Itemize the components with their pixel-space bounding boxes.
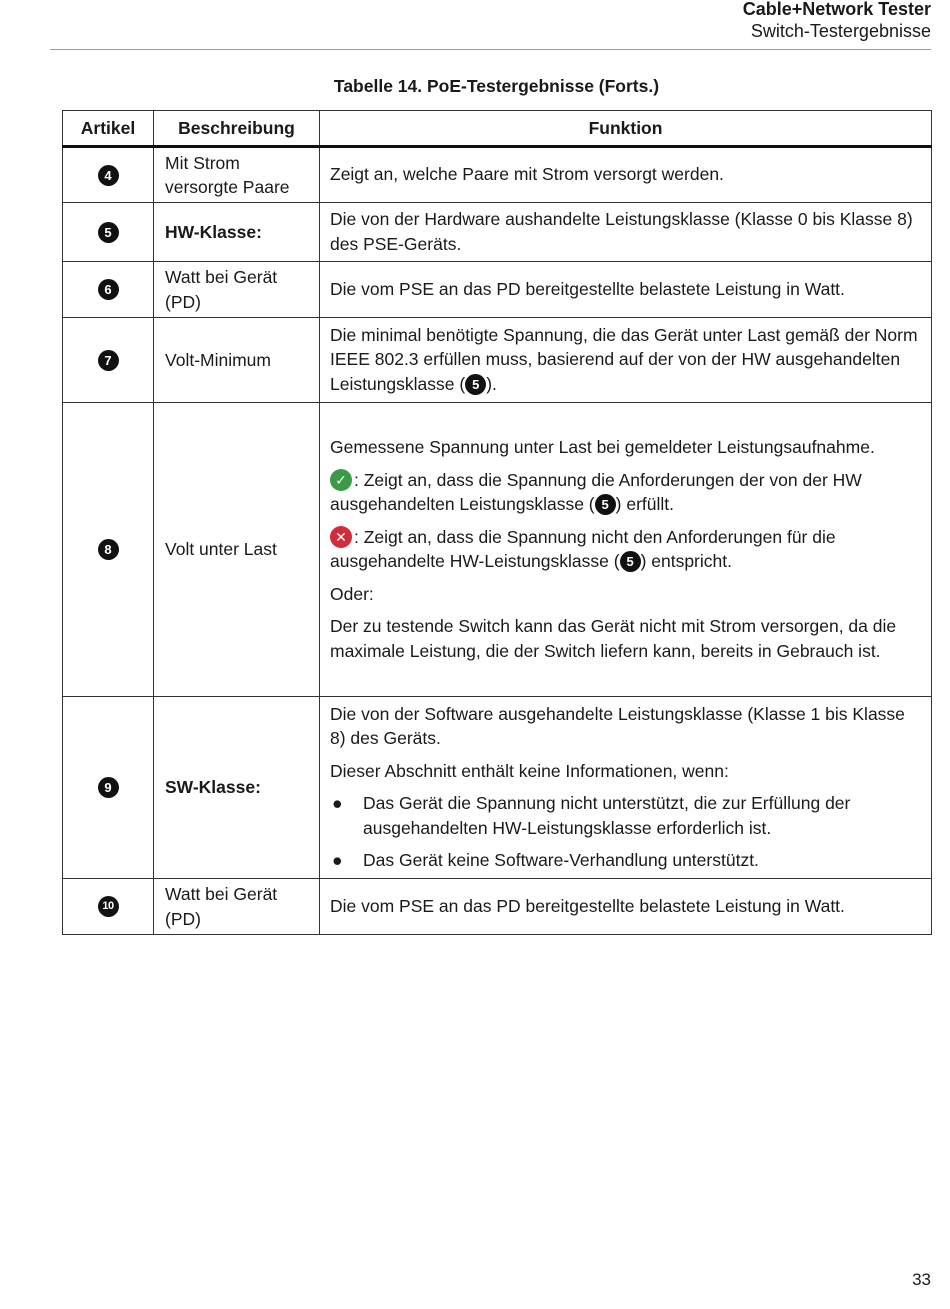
row-function: Die vom PSE an das PD bereitgestellte belastete Leistung in Watt. [320,262,932,318]
column-header-item: Artikel [63,111,154,147]
table-row [63,203,932,262]
item-number-badge: 7 [98,350,119,371]
row-description: Volt unter Last [154,403,320,697]
measured-voltage-text: Gemessene Spannung unter Last bei gemeldeter Leistungsaufnahme. [330,437,875,457]
condition-list [330,791,923,873]
header-divider [50,49,931,50]
item-number-badge: 6 [98,279,119,300]
row-description: Volt-Minimum [154,318,320,403]
table-row [63,262,932,318]
bullet-icon: ● [332,850,343,870]
item-number-badge: 9 [98,777,119,798]
or-text: Oder: [330,583,374,604]
row-function [320,403,932,697]
row-function: Die von der Hardware aushandelte Leistungsklasse (Klasse 0 bis Klasse 8) des PSE-Geräts. [320,203,932,262]
page-number: 33 [912,1270,931,1289]
switch-power-text: Der zu testende Switch kann das Gerät nicht mit Strom versorgen, da die maximale Leistung, die der Switch liefern kann, bereits in Gebrauch ist. [330,616,897,661]
list-item: ● Das Gerät keine Software-Verhandlung unterstützt. [330,848,923,873]
bullet-icon: ● [332,793,343,813]
row-description: Watt bei Gerät (PD) [154,262,320,318]
section-title: Switch-Testergebnisse [750,21,931,41]
row-description: SW-Klasse: [154,697,320,879]
row-function: Die vom PSE an das PD bereitgestellte belastete Leistung in Watt. [320,879,932,935]
poe-results-table [62,110,932,935]
row-function: Die minimal benötigte Spannung, die das Gerät unter Last gemäß der Norm IEEE 802.3 erfüllen muss, basierend auf der von der HW ausgehandelten Leistungsklasse ( 5 ). [320,318,932,403]
item-number-badge: 5 [98,222,119,243]
table-row [63,147,932,203]
row-description: Mit Strom versorgte Paare [154,147,320,203]
column-header-function: Funktion [320,111,932,147]
table-caption: Tabelle 14. PoE-Testergebnisse (Forts.) [333,76,660,96]
table-row [63,697,932,879]
row-description: HW-Klasse: [154,203,320,262]
class-reference-badge: 5 [620,551,641,572]
fail-note: ✕ : Zeigt an, dass die Spannung nicht den Anforderungen für die ausgehandelte HW-Leistungsklasse ( 5 ) entspricht. [330,526,836,571]
pass-note: ✓ : Zeigt an, dass die Spannung die Anforderungen der von der HW ausgehandelten Leistungsklasse ( 5 ) erfüllt. [330,469,862,514]
table-header-row [63,111,932,147]
list-item: ● Das Gerät die Spannung nicht unterstützt, die zur Erfüllung der ausgehandelten HW-Leistungsklasse erforderlich ist. [332,793,851,838]
class-reference-badge: 5 [465,374,486,395]
x-circle-icon: ✕ [330,526,352,548]
table-row [63,403,932,697]
row-description: Watt bei Gerät (PD) [154,879,320,935]
item-number-badge: 10 [98,896,119,917]
item-number-badge: 8 [98,539,119,560]
table-row [63,318,932,403]
item-number-badge: 4 [98,165,119,186]
check-circle-icon: ✓ [330,469,352,491]
row-function: Zeigt an, welche Paare mit Strom versorgt werden. [320,147,932,203]
running-header [743,0,931,43]
table-row [63,879,932,935]
row-function [320,697,932,879]
class-reference-badge: 5 [595,494,616,515]
sw-class-text: Die von der Software ausgehandelte Leistungsklasse (Klasse 1 bis Klasse 8) des Geräts. [330,703,905,748]
no-info-text: Dieser Abschnitt enthält keine Informationen, wenn: [330,760,729,781]
product-title: Cable+Network Tester [742,0,931,19]
column-header-description: Beschreibung [154,111,320,147]
